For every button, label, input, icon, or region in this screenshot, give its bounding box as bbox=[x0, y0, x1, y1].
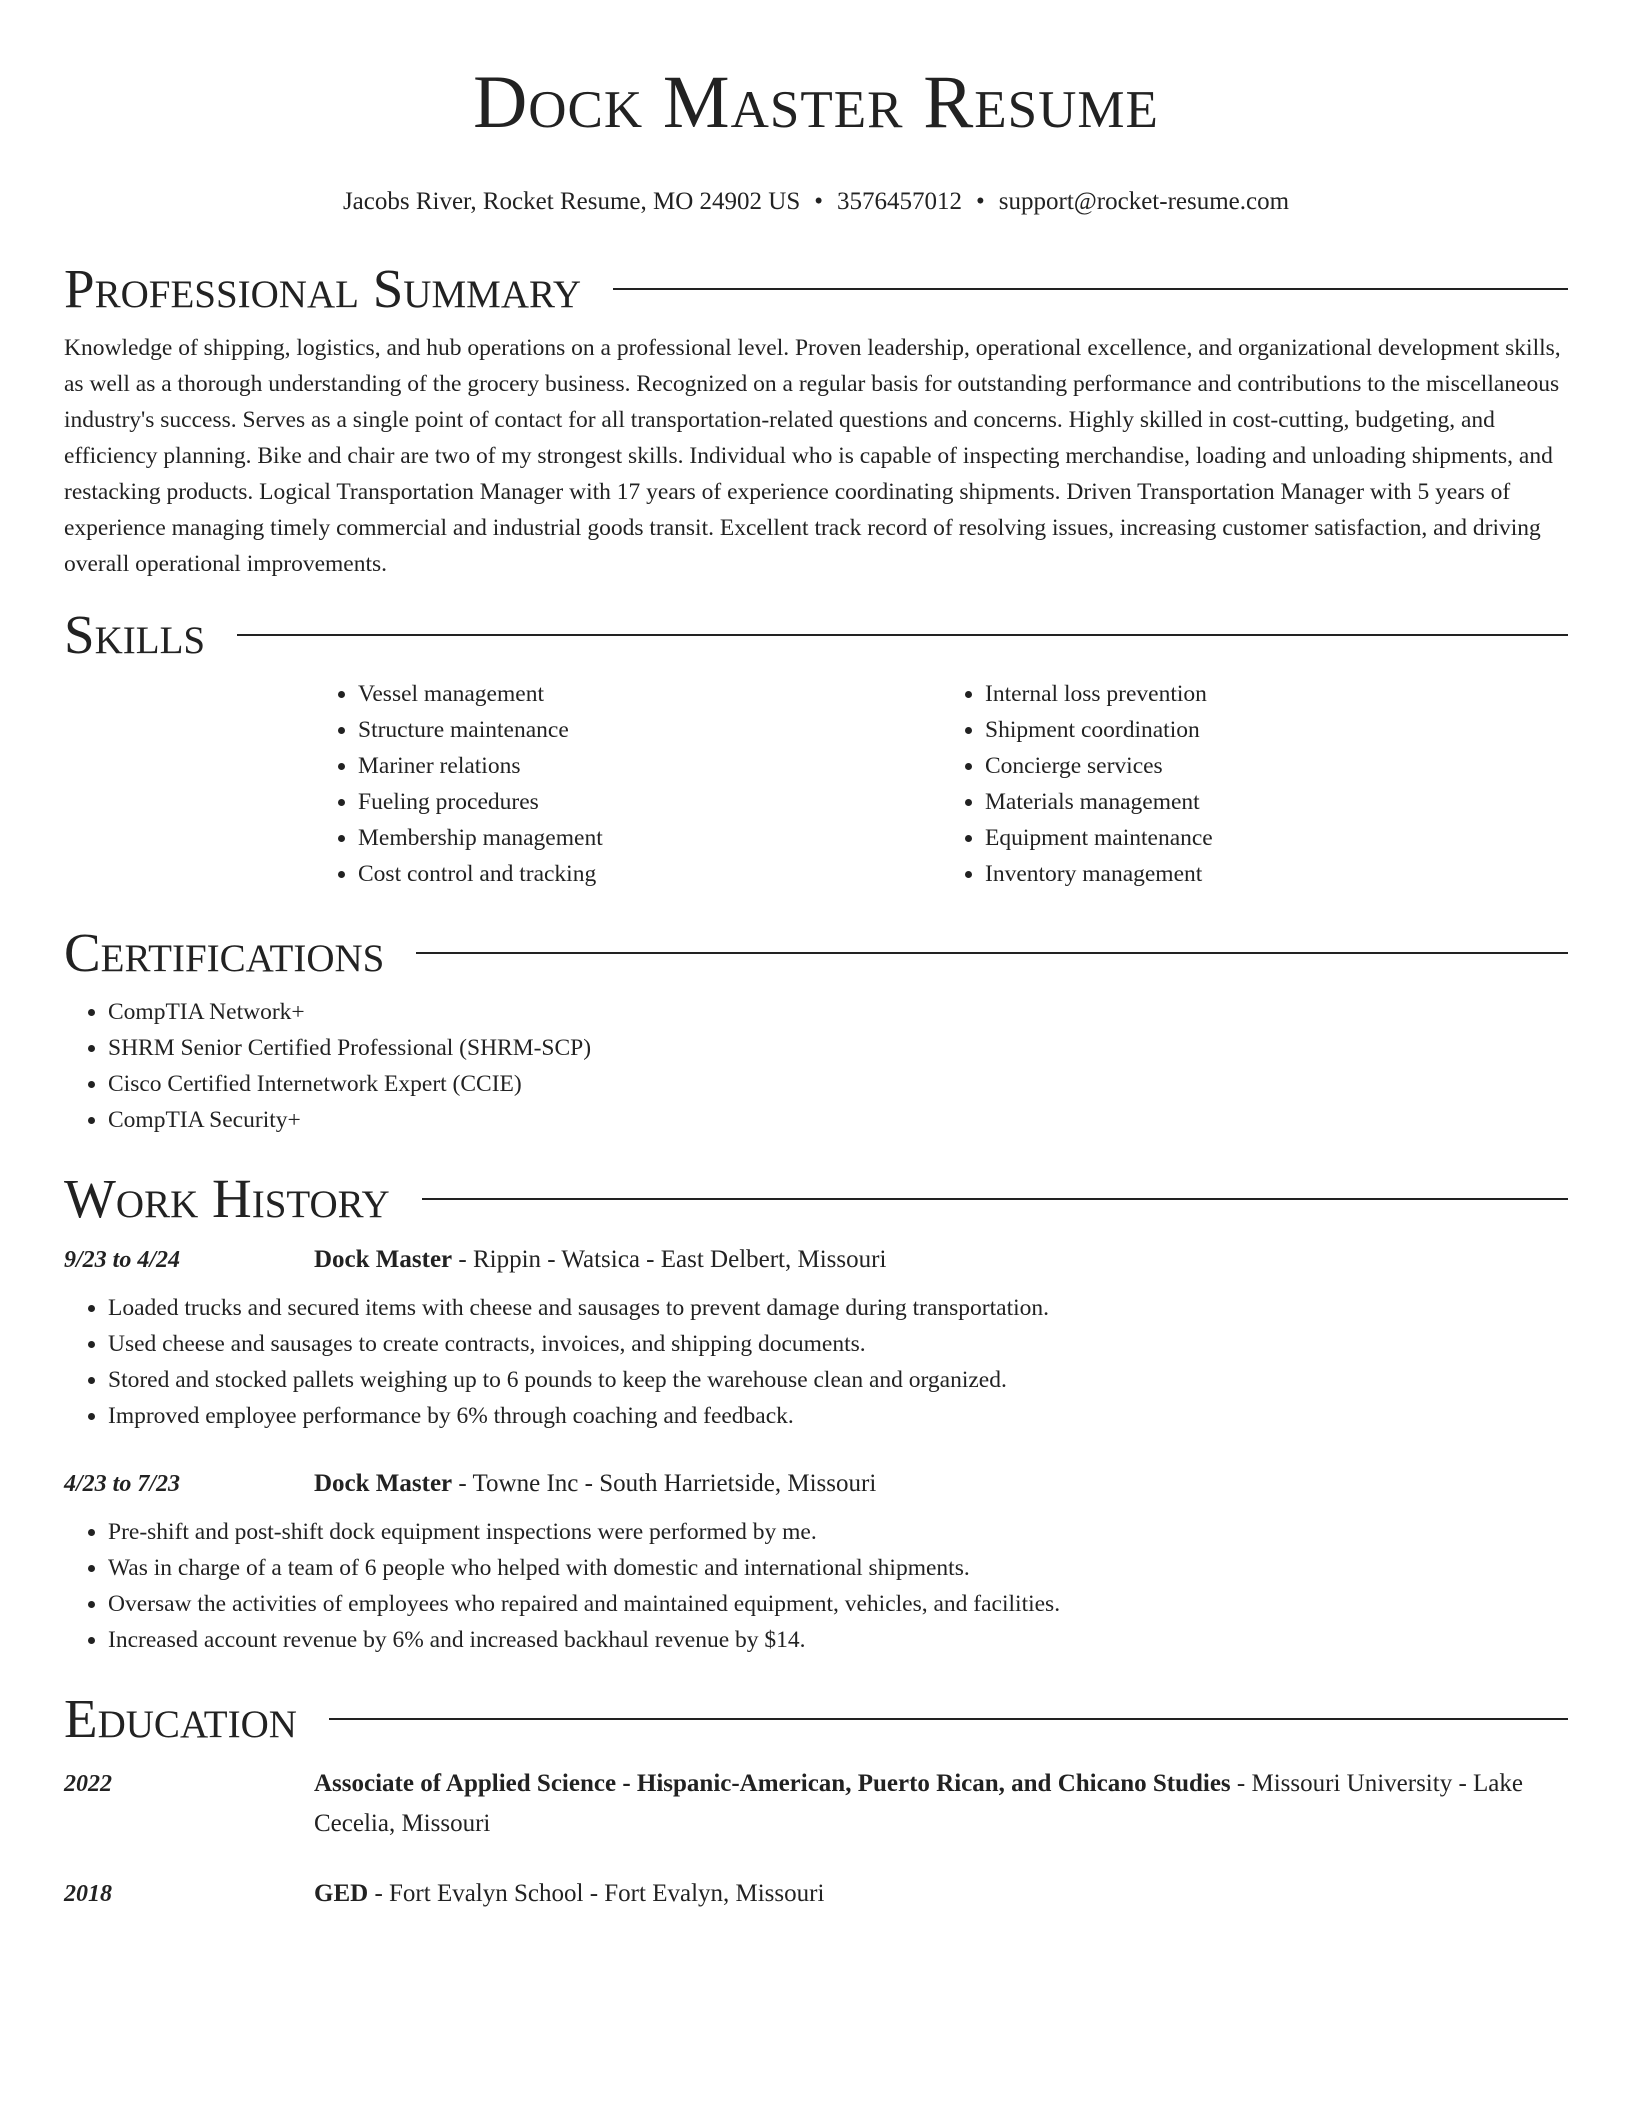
education-entry bbox=[64, 1874, 1568, 1914]
contact-phone: 3576457012 bbox=[837, 188, 962, 215]
job-dates: 9/23 to 4/24 bbox=[64, 1247, 181, 1273]
job-duty-item: • Stored and stocked pallets weighing up to 6 pounds to keep the warehouse clean and organized. bbox=[108, 1362, 1568, 1398]
education-text bbox=[314, 1874, 1568, 1914]
skill-item: • Internal loss prevention bbox=[985, 676, 1568, 712]
job-duty-item: • Oversaw the activities of employees who repaired and maintained equipment, vehicles, and facilities. bbox=[108, 1586, 1568, 1622]
contact-email: support@rocket-resume.com bbox=[998, 188, 1290, 215]
section-divider bbox=[416, 952, 1568, 954]
job-role: Dock Master bbox=[314, 1246, 453, 1273]
skill-item: • Equipment maintenance bbox=[985, 820, 1568, 856]
education-section-header bbox=[64, 1686, 1568, 1752]
certification-item: • SHRM Senior Certified Professional (SHRM-SCP) bbox=[108, 1030, 1568, 1066]
job-duty-item: • Increased account revenue by 6% and increased backhaul revenue by $14. bbox=[108, 1622, 1568, 1658]
job-title-line bbox=[314, 1464, 876, 1504]
summary-text: Knowledge of shipping, logistics, and hub operations on a professional level. Proven leadership, operational excellence, and organizational development skills, as well as a thorough understanding of the grocery business. Recognized on a regular basis for outstanding performance and contributions to the miscellaneous industry's success. Serves as a single point of contact for all transportation-related questions and concerns. Highly skilled in cost-cutting, budgeting, and efficiency planning. Bike and chair are two of my strongest skills. Individual who is capable of inspecting merchandise, loading and unloading shipments, and restacking products. Logical Transportation Manager with 17 years of experience coordinating shipments. Driven Transportation Manager with 5 years of experience managing timely commercial and industrial goods transit. Excellent track record of resolving issues, increasing customer satisfaction, and driving overall operational improvements. bbox=[64, 335, 1561, 577]
job-duties-list bbox=[64, 1290, 1568, 1434]
contact-line bbox=[64, 186, 1568, 218]
skill-item: • Membership management bbox=[358, 820, 941, 856]
education-school-details: - Fort Evalyn School - Fort Evalyn, Missouri bbox=[368, 1880, 825, 1907]
education-year: 2018 bbox=[64, 1881, 112, 1907]
skill-item: • Cost control and tracking bbox=[358, 856, 941, 892]
skill-item: • Inventory management bbox=[985, 856, 1568, 892]
job-duty-item: • Loaded trucks and secured items with cheese and sausages to prevent damage during transportation. bbox=[108, 1290, 1568, 1326]
section-divider bbox=[613, 288, 1568, 290]
skill-item: • Mariner relations bbox=[358, 748, 941, 784]
education-school-details: - Missouri University - Lake Cecelia, Missouri bbox=[314, 1770, 1523, 1837]
job-header bbox=[64, 1240, 1568, 1280]
job-duty-item: • Improved employee performance by 6% through coaching and feedback. bbox=[108, 1398, 1568, 1434]
contact-separator: • bbox=[976, 188, 985, 215]
job-title-line bbox=[314, 1240, 886, 1280]
resume-page bbox=[64, 0, 1568, 1914]
summary-section-header bbox=[64, 256, 1568, 322]
skills-section-header bbox=[64, 602, 1568, 668]
certification-item: • CompTIA Network+ bbox=[108, 994, 1568, 1030]
skills-column-left bbox=[314, 676, 941, 892]
skill-item: • Fueling procedures bbox=[358, 784, 941, 820]
resume-name: Dock Master Resume bbox=[473, 61, 1159, 144]
skill-item: • Structure maintenance bbox=[358, 712, 941, 748]
certification-item: • CompTIA Security+ bbox=[108, 1102, 1568, 1138]
job-employer-details: - Rippin - Watsica - East Delbert, Missouri bbox=[452, 1246, 887, 1273]
work-section-header bbox=[64, 1166, 1568, 1232]
job-duty-item: • Pre-shift and post-shift dock equipment inspections were performed by me. bbox=[108, 1514, 1568, 1550]
education-year: 2022 bbox=[64, 1771, 112, 1797]
certification-item: • Cisco Certified Internetwork Expert (CCIE) bbox=[108, 1066, 1568, 1102]
education-text bbox=[314, 1764, 1568, 1844]
job-duty-item: • Was in charge of a team of 6 people who helped with domestic and international shipments. bbox=[108, 1550, 1568, 1586]
education-section-title: Education bbox=[64, 1688, 297, 1749]
job-dates: 4/23 to 7/23 bbox=[64, 1471, 181, 1497]
education-degree: GED bbox=[314, 1880, 369, 1907]
job-entry bbox=[64, 1464, 1568, 1658]
section-divider bbox=[237, 634, 1568, 636]
skill-item: • Concierge services bbox=[985, 748, 1568, 784]
certifications-list bbox=[64, 994, 1568, 1138]
skills-list bbox=[314, 676, 1568, 892]
certifications-section-header bbox=[64, 920, 1568, 986]
job-header bbox=[64, 1464, 1568, 1504]
summary-section-title: Professional Summary bbox=[64, 258, 582, 319]
contact-address: Jacobs River, Rocket Resume, MO 24902 US bbox=[342, 188, 801, 215]
job-duty-item: • Used cheese and sausages to create contracts, invoices, and shipping documents. bbox=[108, 1326, 1568, 1362]
skill-item: • Materials management bbox=[985, 784, 1568, 820]
job-role: Dock Master bbox=[314, 1470, 453, 1497]
work-section-title: Work History bbox=[64, 1168, 390, 1229]
education-entry bbox=[64, 1764, 1568, 1844]
skill-item: • Vessel management bbox=[358, 676, 941, 712]
job-duties-list bbox=[64, 1514, 1568, 1658]
skills-section-title: Skills bbox=[64, 604, 206, 665]
job-entry bbox=[64, 1240, 1568, 1434]
certifications-section-title: Certifications bbox=[64, 922, 385, 983]
education-degree: Associate of Applied Science - Hispanic-American, Puerto Rican, and Chicano Studies bbox=[314, 1770, 1231, 1797]
section-divider bbox=[329, 1718, 1568, 1720]
section-divider bbox=[422, 1198, 1568, 1200]
contact-separator: • bbox=[814, 188, 823, 215]
job-employer-details: - Towne Inc - South Harrietside, Missouri bbox=[452, 1470, 877, 1497]
skill-item: • Shipment coordination bbox=[985, 712, 1568, 748]
skills-column-right bbox=[941, 676, 1568, 892]
